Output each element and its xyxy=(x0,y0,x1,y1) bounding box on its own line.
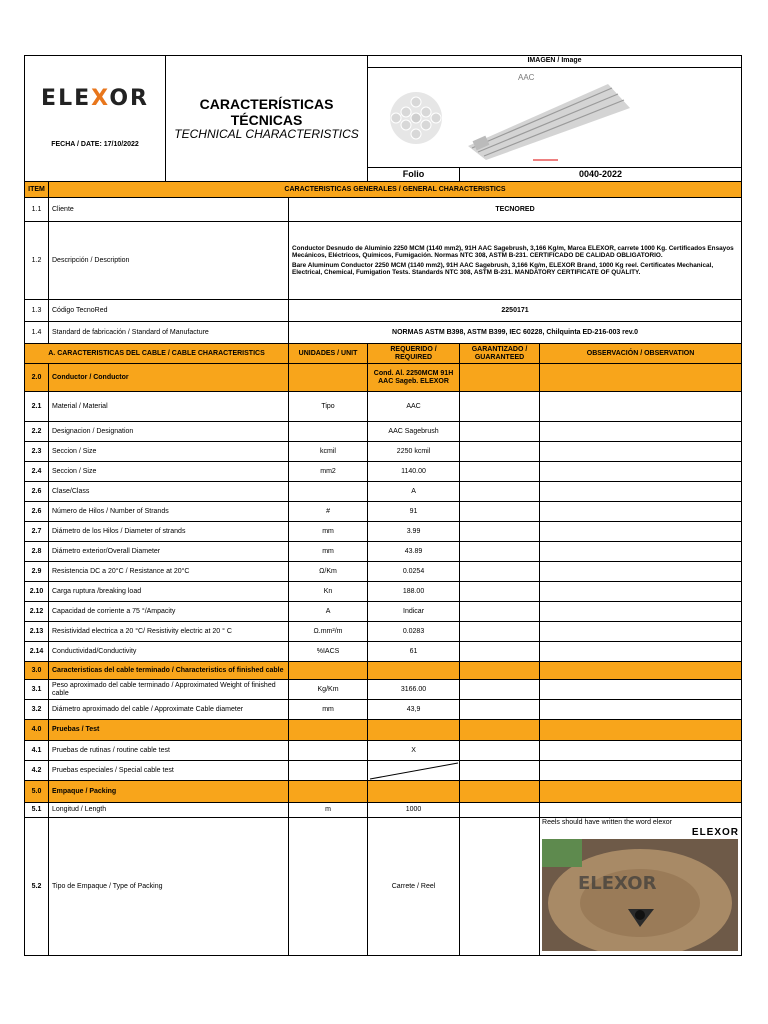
section-label: Empaque / Packing xyxy=(49,781,289,803)
section-label: Caracteristicas del cable terminado / Characteristics of finished cable xyxy=(49,662,289,680)
row-unit: # xyxy=(289,502,368,522)
row-unit: mm xyxy=(289,522,368,542)
row-num: 2.14 xyxy=(25,642,49,662)
table-row xyxy=(25,582,742,602)
section-num: 3.0 xyxy=(25,662,49,680)
table-row xyxy=(25,700,742,720)
row-label: Peso aproximado del cable terminado / Approximated Weight of finished cable xyxy=(49,680,289,700)
row-label: Diámetro de los Hilos / Diameter of strands xyxy=(49,522,289,542)
row-label: Pruebas de rutinas / routine cable test xyxy=(49,741,289,761)
description-en: Bare Aluminum Conductor 2250 MCM (1140 mm2), 91H AAC Sagebrush, 3,166 Kg/m, ELEXOR Brand, 1000 Kg reel. Certificates Mechanical, Electrical, Chemical, Fumigation Tests. Standards NTC 308, ASTM B-231. MANDATORY CERTIFICATE OF QUALITY. xyxy=(292,261,714,276)
row-unit: kcmil xyxy=(289,442,368,462)
reel-logo xyxy=(542,827,739,839)
row-required: 3.99 xyxy=(368,522,460,542)
item-header: ITEM xyxy=(25,182,49,198)
row-num: 2.7 xyxy=(25,522,49,542)
logo-cell xyxy=(25,56,166,182)
table-row xyxy=(25,462,742,482)
row-guaranteed xyxy=(460,542,540,562)
table-row xyxy=(25,542,742,562)
row-num: 5.2 xyxy=(25,818,49,956)
row-guaranteed xyxy=(460,642,540,662)
row-observation xyxy=(540,502,742,522)
row-num: 1.2 xyxy=(25,222,49,300)
row-observation xyxy=(540,562,742,582)
row-observation xyxy=(540,442,742,462)
table-row xyxy=(25,392,742,422)
row-label: Seccion / Size xyxy=(49,442,289,462)
row-label: Pruebas especiales / Special cable test xyxy=(49,761,289,781)
row-label: Carga ruptura /breaking load xyxy=(49,582,289,602)
row-unit: Ω.mm²/m xyxy=(289,622,368,642)
row-required: 1140.00 xyxy=(368,462,460,482)
row-guaranteed xyxy=(460,522,540,542)
row-num: 1.3 xyxy=(25,300,49,322)
section-num: 4.0 xyxy=(25,720,49,741)
row-required: 1000 xyxy=(368,803,460,818)
row-guaranteed xyxy=(460,442,540,462)
row-required xyxy=(368,761,460,781)
row-num: 1.4 xyxy=(25,322,49,344)
row-observation xyxy=(540,392,742,422)
cable-cross-section-image xyxy=(390,92,442,144)
row-num: 2.8 xyxy=(25,542,49,562)
row-required: 43,9 xyxy=(368,700,460,720)
row-unit: Ω/Km xyxy=(289,562,368,582)
section-num: 5.0 xyxy=(25,781,49,803)
svg-text:ELEXOR: ELEXOR xyxy=(578,872,657,894)
row-num: 3.1 xyxy=(25,680,49,700)
row-required: 2250 kcmil xyxy=(368,442,460,462)
unit-header: UNIDADES / UNIT xyxy=(289,344,368,364)
row-observation xyxy=(540,642,742,662)
standard-value: NORMAS ASTM B398, ASTM B399, IEC 60228, Chilquinta ED-216-003 rev.0 xyxy=(289,322,742,344)
row-required: 3166.00 xyxy=(368,680,460,700)
description-value xyxy=(289,222,742,300)
row-guaranteed xyxy=(460,562,540,582)
row-required: 61 xyxy=(368,642,460,662)
row-num: 2.6 xyxy=(25,482,49,502)
not-applicable-slash xyxy=(368,761,460,781)
cable-strand-image xyxy=(468,84,630,160)
table-row xyxy=(25,622,742,642)
row-label: Resistividad electrica a 20 °C/ Resistivity electric at 20 ° C xyxy=(49,622,289,642)
cable-section-header: A. CARACTERISTICAS DEL CABLE / CABLE CHARACTERISTICS xyxy=(25,344,289,364)
row-num: 3.2 xyxy=(25,700,49,720)
description-es: Conductor Desnudo de Aluminio 2250 MCM (1140 mm2), 91H AAC Sagebrush, 3,166 Kg/m, Marca ELEXOR, carrete 1000 Kg. Certificados Ensayos Mecánicos, Eléctricos, Químicos, Fumigación. Normas NTC 308, ASTM B-231. CERTIFICADO DE CALIDAD OBLIGATORIO. xyxy=(292,244,734,260)
row-num: 2.1 xyxy=(25,392,49,422)
row-guaranteed xyxy=(460,700,540,720)
row-observation xyxy=(540,680,742,700)
row-label: Cliente xyxy=(49,198,289,222)
row-observation xyxy=(540,700,742,720)
section-row xyxy=(25,662,742,680)
elexor-logo: ELEXOR xyxy=(41,86,149,111)
row-num: 2.9 xyxy=(25,562,49,582)
row-observation xyxy=(540,622,742,642)
row-guaranteed xyxy=(460,582,540,602)
row-required: AAC Sagebrush xyxy=(368,422,460,442)
client-value: TECNORED xyxy=(289,198,742,222)
table-row xyxy=(25,522,742,542)
section-label: Pruebas / Test xyxy=(49,720,289,741)
row-guaranteed xyxy=(460,680,540,700)
general-header: CARACTERISTICAS GENERALES / GENERAL CHARACTERISTICS xyxy=(49,182,742,198)
row-guaranteed xyxy=(460,392,540,422)
row-observation xyxy=(540,761,742,781)
row-guaranteed xyxy=(460,462,540,482)
cable-image xyxy=(368,68,644,164)
table-row xyxy=(25,642,742,662)
required-header: REQUERIDO / REQUIRED xyxy=(368,344,460,364)
row-unit xyxy=(289,761,368,781)
row-unit: %IACS xyxy=(289,642,368,662)
row-num: 2.3 xyxy=(25,442,49,462)
row-required: 91 xyxy=(368,502,460,522)
section-row xyxy=(25,720,742,741)
section-num: 2.0 xyxy=(25,364,49,392)
title-cell xyxy=(166,56,368,182)
row-observation xyxy=(540,602,742,622)
row-required: Carrete / Reel xyxy=(368,818,460,956)
row-observation xyxy=(540,542,742,562)
row-guaranteed xyxy=(460,622,540,642)
observation-header: OBSERVACIÓN / OBSERVATION xyxy=(540,344,742,364)
row-num: 4.2 xyxy=(25,761,49,781)
table-row xyxy=(25,442,742,462)
row-observation xyxy=(540,582,742,602)
row-label: Designacion / Designation xyxy=(49,422,289,442)
section-label: Conductor / Conductor xyxy=(49,364,289,392)
row-unit: A xyxy=(289,602,368,622)
row-num: 2.13 xyxy=(25,622,49,642)
row-label: Código TecnoRed xyxy=(49,300,289,322)
row-required: 0.0254 xyxy=(368,562,460,582)
row-label: Standard de fabricación / Standard of Manufacture xyxy=(49,322,289,344)
row-observation xyxy=(540,462,742,482)
row-guaranteed xyxy=(460,602,540,622)
table-row xyxy=(25,680,742,700)
row-guaranteed xyxy=(460,422,540,442)
reel-logo-text: ELEXOR xyxy=(691,827,740,839)
row-unit: mm xyxy=(289,700,368,720)
row-required: 188.00 xyxy=(368,582,460,602)
date-label: FECHA / DATE: 17/10/2022 xyxy=(51,141,139,149)
table-row xyxy=(25,562,742,582)
row-observation xyxy=(540,482,742,502)
row-unit xyxy=(289,741,368,761)
row-num: 2.6 xyxy=(25,502,49,522)
row-label: Material / Material xyxy=(49,392,289,422)
row-observation xyxy=(540,422,742,442)
row-unit xyxy=(289,422,368,442)
row-guaranteed xyxy=(460,818,540,956)
row-observation xyxy=(540,741,742,761)
table-row xyxy=(25,422,742,442)
table-row xyxy=(25,482,742,502)
guaranteed-header: GARANTIZADO / GUARANTEED xyxy=(460,344,540,364)
row-required: 43.89 xyxy=(368,542,460,562)
row-guaranteed xyxy=(460,803,540,818)
row-unit: Tipo xyxy=(289,392,368,422)
table-row xyxy=(25,741,742,761)
row-label: Clase/Class xyxy=(49,482,289,502)
row-unit: mm2 xyxy=(289,462,368,482)
row-num: 2.2 xyxy=(25,422,49,442)
row-observation xyxy=(540,818,742,956)
row-label: Capacidad de corriente a 75 °/Ampacity xyxy=(49,602,289,622)
reel-note: Reels should have written the word elexor xyxy=(542,819,672,827)
row-label: Longitud / Length xyxy=(49,803,289,818)
row-guaranteed xyxy=(460,502,540,522)
image-caption: AAC xyxy=(518,73,535,82)
row-num: 2.10 xyxy=(25,582,49,602)
table-row xyxy=(25,803,742,818)
row-num: 2.4 xyxy=(25,462,49,482)
folio-label: Folio xyxy=(368,168,460,182)
row-label: Tipo de Empaque / Type of Packing xyxy=(49,818,289,956)
wooden-reel-photo xyxy=(542,839,738,951)
table-row xyxy=(25,602,742,622)
table-row xyxy=(25,818,742,956)
row-unit: mm xyxy=(289,542,368,562)
row-label: Descripción / Description xyxy=(49,222,289,300)
row-guaranteed xyxy=(460,761,540,781)
row-label: Diámetro exterior/Overall Diameter xyxy=(49,542,289,562)
technical-sheet xyxy=(24,55,742,956)
row-num: 2.12 xyxy=(25,602,49,622)
row-label: Resistencia DC a 20°C / Resistance at 20°C xyxy=(49,562,289,582)
row-guaranteed xyxy=(460,482,540,502)
row-guaranteed xyxy=(460,741,540,761)
row-required: AAC xyxy=(368,392,460,422)
row-unit xyxy=(289,482,368,502)
section-row xyxy=(25,781,742,803)
title-es: CARACTERÍSTICAS TÉCNICAS xyxy=(199,95,334,128)
row-unit: Kg/Km xyxy=(289,680,368,700)
row-required: 0.0283 xyxy=(368,622,460,642)
row-unit: Kn xyxy=(289,582,368,602)
row-label: Diámetro aproximado del cable / Approximate Cable diameter xyxy=(49,700,289,720)
row-required: Indicar xyxy=(368,602,460,622)
image-cell xyxy=(368,68,742,168)
row-observation xyxy=(540,803,742,818)
conductor-required: Cond. Al. 2250MCM 91H AAC Sageb. ELEXOR xyxy=(368,364,460,392)
row-label: Seccion / Size xyxy=(49,462,289,482)
table-row xyxy=(25,502,742,522)
row-label: Número de Hilos / Number of Strands xyxy=(49,502,289,522)
row-num: 1.1 xyxy=(25,198,49,222)
row-num: 5.1 xyxy=(25,803,49,818)
row-label: Conductividad/Conductivity xyxy=(49,642,289,662)
row-observation xyxy=(540,522,742,542)
image-header: IMAGEN / Image xyxy=(368,56,742,68)
tecnored-code: 2250171 xyxy=(289,300,742,322)
table-row xyxy=(25,761,742,781)
row-unit: m xyxy=(289,803,368,818)
row-num: 4.1 xyxy=(25,741,49,761)
folio-value: 0040-2022 xyxy=(460,168,742,182)
row-required: A xyxy=(368,482,460,502)
row-required: X xyxy=(368,741,460,761)
row-unit xyxy=(289,818,368,956)
title-en: TECHNICAL CHARACTERISTICS xyxy=(174,126,359,141)
